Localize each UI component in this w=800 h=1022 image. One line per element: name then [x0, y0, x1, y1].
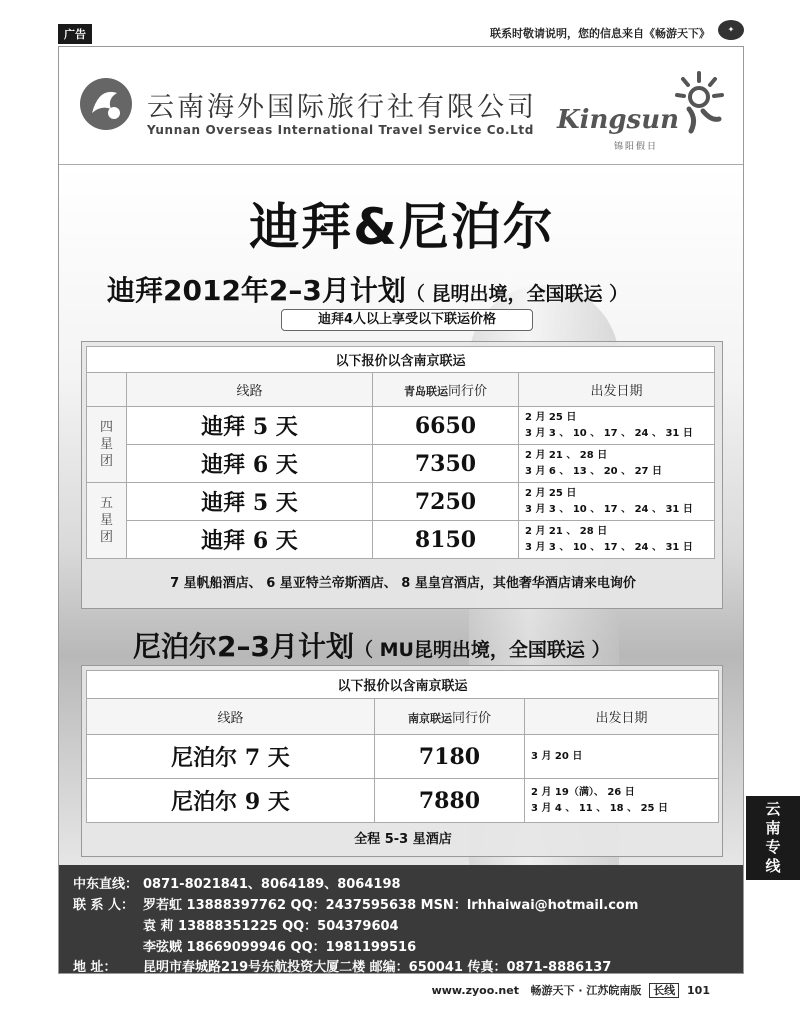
nepal-price-table	[81, 665, 723, 857]
hotline-line: 中东直线： 0871-8021841、8064189、8064198	[73, 877, 401, 892]
nepal-table-banner: 以下报价以含南京联运	[87, 671, 719, 699]
brand-subtitle: 锦阳假日	[614, 142, 659, 152]
company-name-cn: 云南海外国际旅行社有限公司	[147, 92, 537, 123]
dubai-table-banner: 以下报价以含南京联运	[87, 347, 715, 373]
dubai-group-note: 迪拜4人以上享受以下联运价格	[281, 309, 533, 331]
table-row: 五星团 迪拜 5 天 7250 2 月 25 日 3 月 3 、 10 、 17 、 24 、 31 日	[87, 483, 715, 521]
edition-name: 畅游天下 · 江苏皖南版	[530, 984, 642, 997]
yunnan-line-tab: 云 南 专 线	[746, 796, 800, 880]
group-label: 四星团	[87, 407, 127, 483]
dates-header: 出发日期	[519, 373, 715, 407]
dubai-section-title: 迪拜2012年2–3月计划（ 昆明出境，全国联运 ）	[107, 274, 629, 307]
source-note: 联系时敬请说明，您的信息来自《畅游天下》	[490, 27, 710, 40]
table-row: 四星团 迪拜 5 天 6650 2 月 25 日 3 月 3 、 10 、 17 、 24 、 31 日	[87, 407, 715, 445]
table-row: 迪拜 6 天 8150 2 月 21 、 28 日 3 月 3 、 10 、 17 、 24 、 31 日	[87, 521, 715, 559]
dates-header: 出发日期	[525, 699, 719, 735]
site-url: www.zyoo.net	[431, 984, 519, 997]
group-label: 五星团	[87, 483, 127, 559]
dubai-price-table	[81, 341, 723, 609]
ad-tag: 广告	[58, 24, 92, 44]
route-header: 线路	[127, 373, 373, 407]
group-header-cell	[87, 373, 127, 407]
company-header	[59, 47, 744, 165]
page-footer	[432, 982, 710, 998]
page-number: 101	[687, 984, 710, 997]
brand-logo: Kingsun	[557, 105, 680, 135]
contact-person-line: 联 系 人： 罗若虹 13888397762 QQ：2437595638 MSN：lrhhaiwai@hotmail.com	[73, 898, 639, 913]
main-title: 迪拜&尼泊尔	[249, 198, 555, 256]
contact-panel	[59, 865, 744, 974]
table-row: 尼泊尔 7 天 7180 3 月 20 日	[87, 735, 719, 779]
table-row: 迪拜 6 天 7350 2 月 21 、 28 日 3 月 6 、 13 、 20 、 27 日	[87, 445, 715, 483]
price-header: 南京联运同行价	[375, 699, 525, 735]
top-bar	[0, 0, 800, 44]
nepal-hotel-note: 全程 5-3 星酒店	[354, 832, 452, 847]
contact-person-line: 李弦贼 18669099946 QQ：1981199516	[143, 940, 417, 955]
table-row: 尼泊尔 9 天 7880 2 月 19（满）、 26 日 3 月 4 、 11 、 18 、 25 日	[87, 779, 719, 823]
company-name-en: Yunnan Overseas International Travel Service Co.Ltd	[147, 123, 534, 137]
nepal-section-title: 尼泊尔2–3月计划（ MU昆明出境，全国联运 ）	[133, 630, 611, 663]
magazine-logo-icon: ✦	[718, 20, 744, 40]
ad-frame	[58, 46, 744, 974]
route-header: 线路	[87, 699, 375, 735]
section-tag: 长线	[649, 983, 679, 998]
contact-person-line: 袁 莉 13888351225 QQ：504379604	[143, 919, 399, 934]
company-logo-icon	[77, 75, 135, 133]
dubai-hotel-note: 7 星帆船酒店、 6 星亚特兰帝斯酒店、 8 星皇宫酒店，其他奢华酒店请来电询价	[170, 576, 636, 591]
price-header: 青岛联运同行价	[373, 373, 519, 407]
address-line: 地 址： 昆明市春城路219号东航投资大厦二楼 邮编：650041 传真：0871-8886137	[73, 960, 612, 974]
